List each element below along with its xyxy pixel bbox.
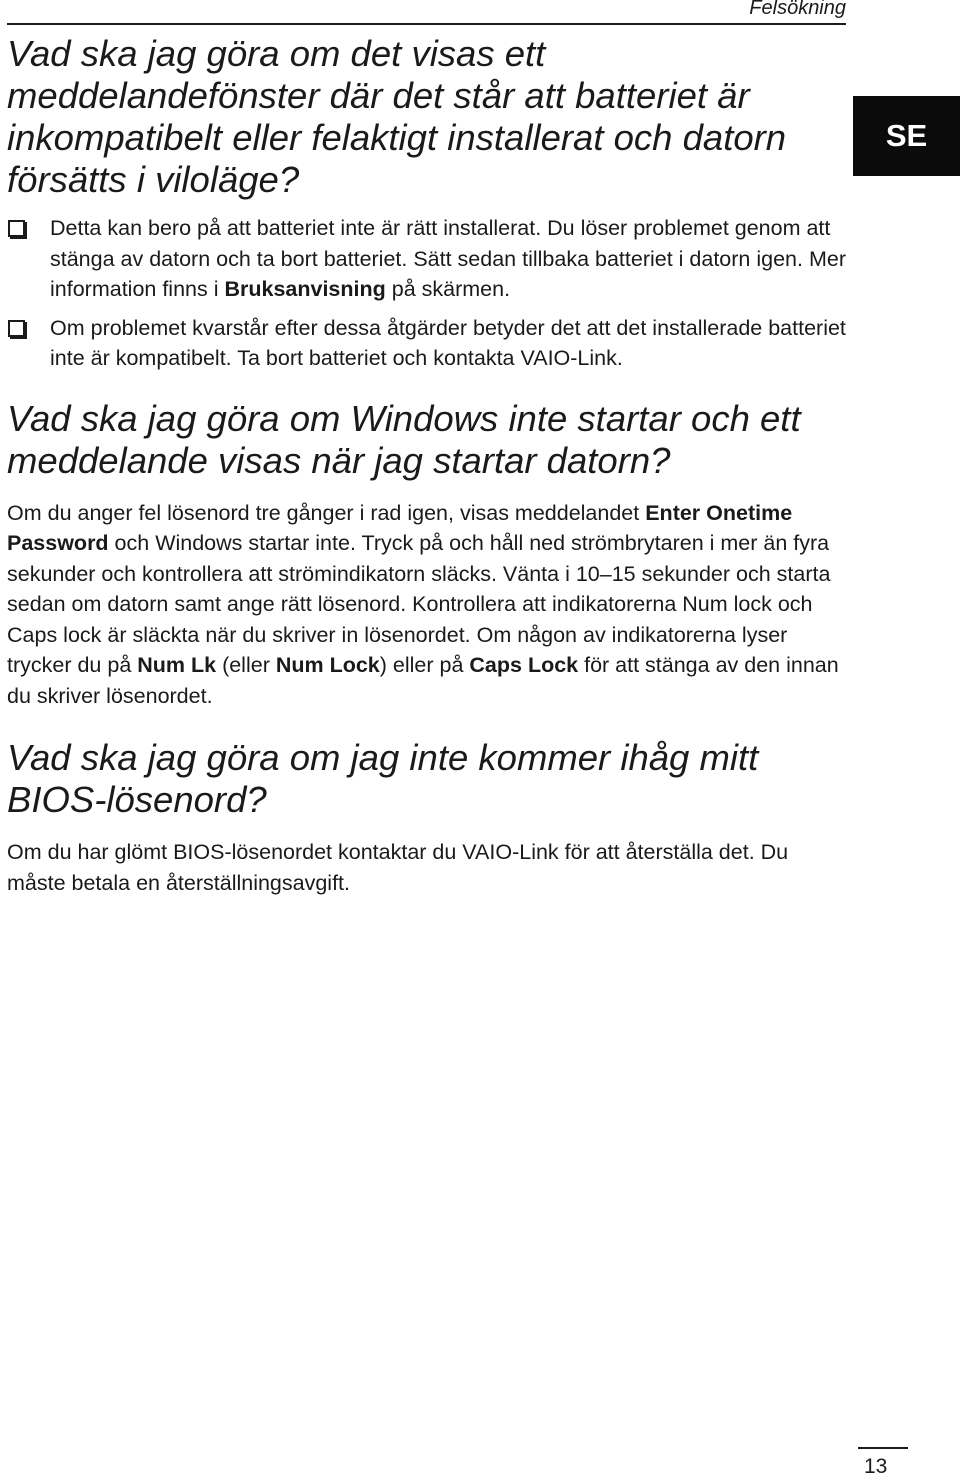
page-number: 13 bbox=[864, 1455, 888, 1478]
answer-text: för att stänga av den innan du skriver lösenordet. bbox=[7, 653, 839, 708]
question-heading-bios: Vad ska jag göra om jag inte kommer ihåg mitt BIOS-lösenord? bbox=[7, 737, 759, 820]
answer-text: ) eller på bbox=[379, 653, 470, 677]
header-rule bbox=[7, 23, 846, 25]
answer-paragraph-windows bbox=[7, 498, 847, 712]
question-heading-battery: Vad ska jag göra om det visas ett meddelandefönster där det står att batteriet är inkompatibelt eller felaktigt installerat och datorn försätts i viloläge? bbox=[7, 33, 787, 200]
footer-rule bbox=[858, 1447, 908, 1449]
bold-term-num-lock: Num Lock bbox=[275, 653, 380, 677]
checklist bbox=[7, 213, 847, 374]
list-item bbox=[7, 313, 847, 374]
language-tab bbox=[853, 96, 960, 176]
question-heading-windows: Vad ska jag göra om Windows inte startar och ett meddelande visas när jag startar datorn? bbox=[7, 397, 801, 481]
bold-term-enter-onetime-password: Enter Onetime Password bbox=[7, 500, 793, 555]
list-item bbox=[7, 213, 847, 305]
answer-text: och Windows startar inte. Tryck på och håll ned strömbrytaren i mer än fyra sekunder och kontrollera att strömindikatorn släcks. Vänta i 10–15 sekunder och starta sedan om datorn samt ange rätt lösenord. Kontrollera att indikatorerna Num lock och Caps lock är släckta när du skriver in lösenordet. Om någon av indikatorerna lyser trycker du på bbox=[7, 531, 831, 677]
checkbox-bullet-icon bbox=[8, 220, 25, 237]
checkbox-bullet-icon bbox=[8, 320, 25, 337]
list-item-text-tail: på skärmen. bbox=[385, 277, 511, 301]
answer-text: Om du anger fel lösenord tre gånger i rad igen, visas meddelandet bbox=[7, 500, 646, 525]
list-item-text: Detta kan bero på att batteriet inte är rätt installerat. Du löser problemet genom att stänga av datorn och ta bort batteriet. Sätt sedan tillbaka batteriet i datorn igen. Mer information finns i bbox=[50, 216, 846, 301]
answer-paragraph-bios: Om du har glömt BIOS-lösenordet kontaktar du VAIO-Link för att återställa det. Du måste betala en återställningsavgift. bbox=[7, 840, 789, 895]
bold-term-num-lk: Num Lk bbox=[137, 653, 217, 677]
page-content bbox=[7, 33, 847, 898]
bold-term-caps-lock: Caps Lock bbox=[469, 653, 579, 677]
language-tab-label: SE bbox=[885, 118, 928, 153]
bold-term-bruksanvisning: Bruksanvisning bbox=[224, 277, 386, 301]
list-item-text: Om problemet kvarstår efter dessa åtgärder betyder det att det installerade batteriet inte är kompatibelt. Ta bort batteriet och kontakta VAIO-Link. bbox=[50, 315, 846, 370]
running-header-section: Felsökning bbox=[749, 0, 846, 19]
answer-text: (eller bbox=[216, 653, 276, 677]
